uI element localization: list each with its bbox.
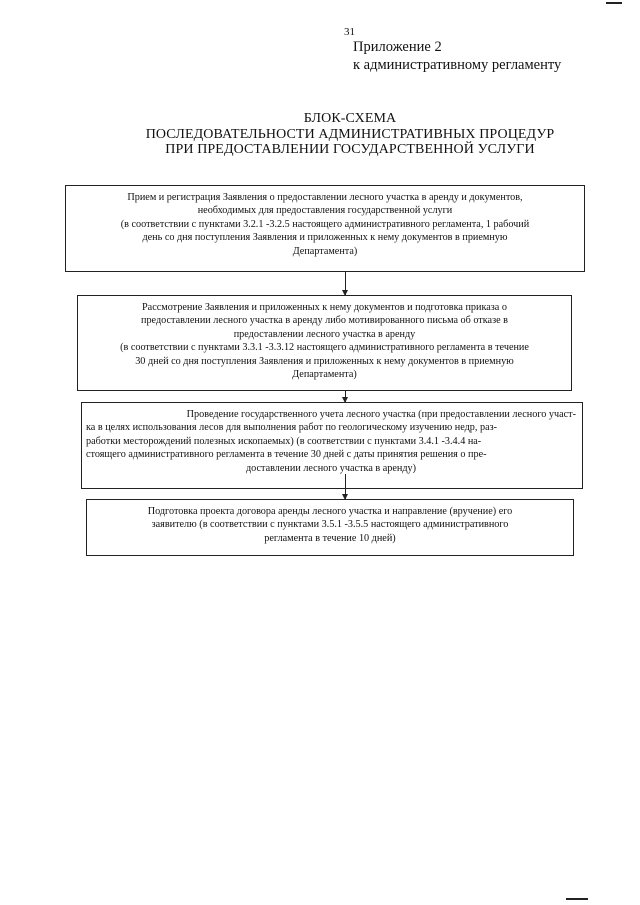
step-line: (в соответствии с пунктами 3.2.1 -3.2.5 настоящего административного регламента, 1 рабочий <box>120 218 530 230</box>
step-line: работки месторождений полезных ископаемых) (в соответствии с пунктами 3.4.1 -3.4.4 на- <box>86 435 482 447</box>
document-title <box>120 111 580 158</box>
step-line: регламента в течение 10 дней) <box>264 532 396 544</box>
title-line-1: БЛОК-СХЕМА <box>303 111 397 126</box>
step-line: необходимых для предоставления государственной услуги <box>197 205 453 217</box>
flow-step-state-registration <box>81 402 583 489</box>
flow-arrow-3 <box>345 474 346 499</box>
appendix-caption <box>353 38 561 74</box>
page-number: 31 <box>344 26 355 38</box>
step-line: предоставлении лесного участка в аренду <box>233 328 416 340</box>
step-line: Подготовка проекта договора аренды лесного участка и направление (вручение) его <box>147 506 513 517</box>
appendix-line-1: Приложение 2 <box>353 39 442 55</box>
title-line-3: ПРИ ПРЕДОСТАВЛЕНИИ ГОСУДАРСТВЕННОЙ УСЛУГИ <box>165 142 535 157</box>
scan-mark-top <box>606 2 622 4</box>
step-line: ка в целях использования лесов для выполнения работ по геологическому изучению недр, раз- <box>86 422 498 434</box>
flow-step-lease-contract <box>86 499 574 556</box>
flow-arrow-1 <box>345 272 346 295</box>
step-line: Проведение государственного учета лесного участка (при предоставлении лесного участ- <box>186 409 576 420</box>
step-line: Прием и регистрация Заявления о предоставлении лесного участка в аренду и документов, <box>127 192 523 203</box>
flow-step-review <box>77 295 572 391</box>
step-line: предоставлении лесного участка в аренду либо мотивированного письма об отказе в <box>141 315 508 327</box>
flow-arrow-2 <box>345 391 346 402</box>
step-line: 30 дней со дня поступления Заявления и приложенных к нему документов в приемную <box>135 355 514 367</box>
step-line: стоящего административного регламента в течение 30 дней с даты принятия решения о пре- <box>86 449 487 461</box>
step-line: день со дня поступления Заявления и приложенных к нему документов в приемную <box>142 232 508 244</box>
step-line: Рассмотрение Заявления и приложенных к нему документов и подготовка приказа о <box>142 302 507 313</box>
scan-mark-bottom <box>566 898 588 900</box>
title-line-2: ПОСЛЕДОВАТЕЛЬНОСТИ АДМИНИСТРАТИВНЫХ ПРОЦЕДУР <box>145 126 555 142</box>
step-line: заявителю (в соответствии с пунктами 3.5.1 -3.5.5 настоящего административного <box>151 519 509 531</box>
step-line: Департамента) <box>292 245 358 257</box>
flow-step-reception <box>65 185 585 272</box>
step-line: Департамента) <box>292 369 357 381</box>
appendix-line-2: к административному регламенту <box>353 57 562 73</box>
step-line: доставлении лесного участка в аренду) <box>245 462 417 474</box>
step-line: (в соответствии с пунктами 3.3.1 -3.3.12 настоящего административного регламента в течение <box>120 342 529 354</box>
